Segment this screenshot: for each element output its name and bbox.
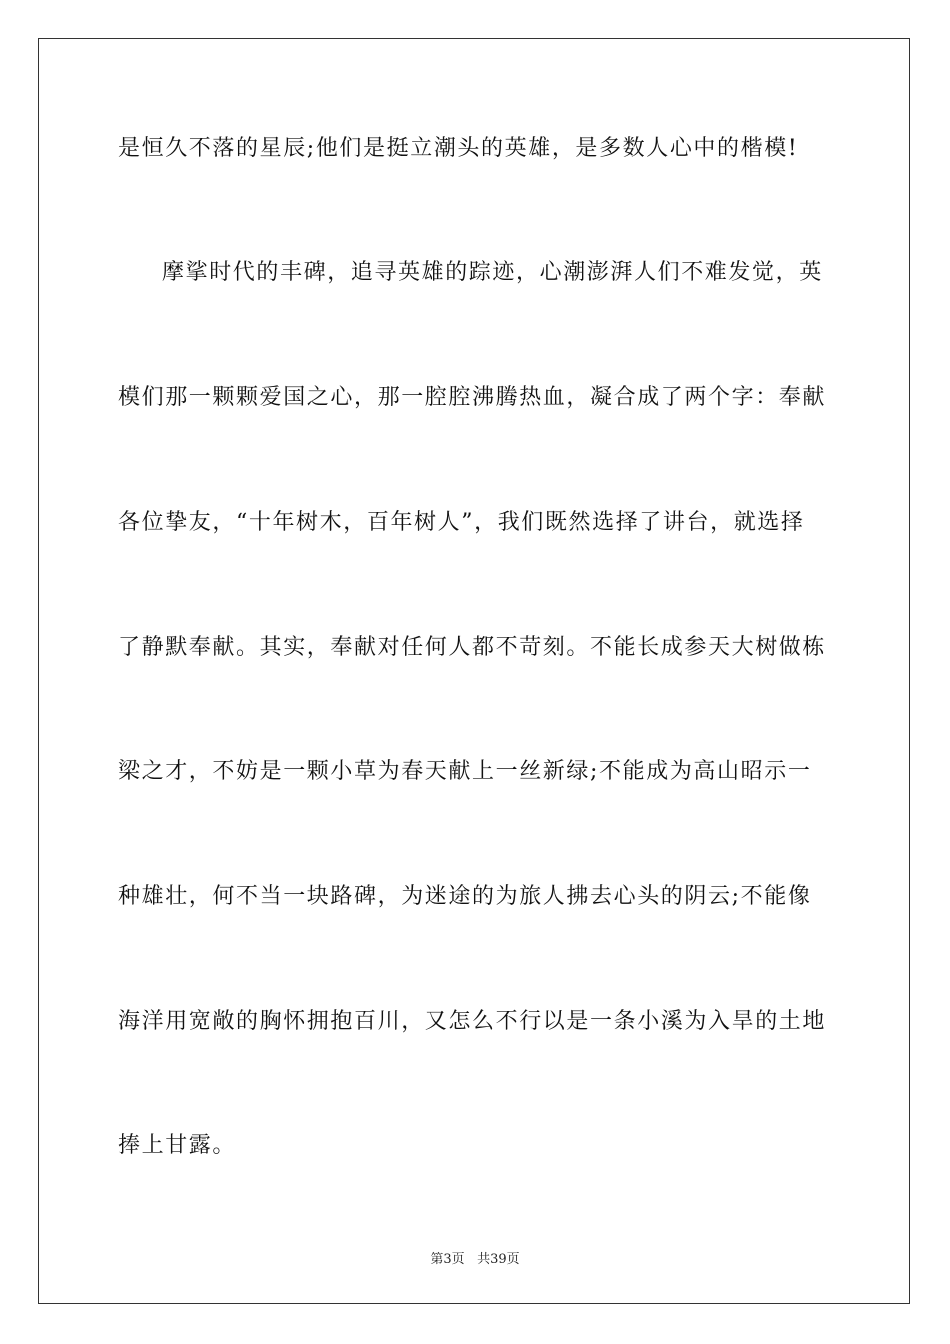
page-footer <box>0 1248 950 1267</box>
body-text-line: 捧上甘露。 <box>118 1133 237 1158</box>
body-text-line: 梁之才，不妨是一颗小草为春天献上一丝新绿;不能成为高山昭示一 <box>118 759 812 784</box>
page-border <box>38 38 910 1304</box>
page-total: 共39页 <box>477 1252 520 1267</box>
body-text-line: 模们那一颗颗爱国之心，那一腔腔沸腾热血，凝合成了两个字：奉献 <box>118 385 827 410</box>
body-text-line: 海洋用宽敞的胸怀拥抱百川，又怎么不行以是一条小溪为入旱的土地 <box>118 1009 827 1034</box>
page-number: 第3页 <box>430 1252 465 1267</box>
body-text-line: 是恒久不落的星辰;他们是挺立潮头的英雄，是多数人心中的楷模! <box>118 136 799 161</box>
body-text-line: 了静默奉献。其实，奉献对任何人都不苛刻。不能长成参天大树做栋 <box>118 635 827 660</box>
paragraph-start-line: 摩挲时代的丰碑，追寻英雄的踪迹，心潮澎湃人们不难发觉，英 <box>162 260 823 285</box>
body-text-line: 各位挚友，“十年树木，百年树人”，我们既然选择了讲台，就选择 <box>118 510 805 535</box>
body-text-line: 种雄壮，何不当一块路碑，为迷途的为旅人拂去心头的阴云;不能像 <box>118 884 812 909</box>
